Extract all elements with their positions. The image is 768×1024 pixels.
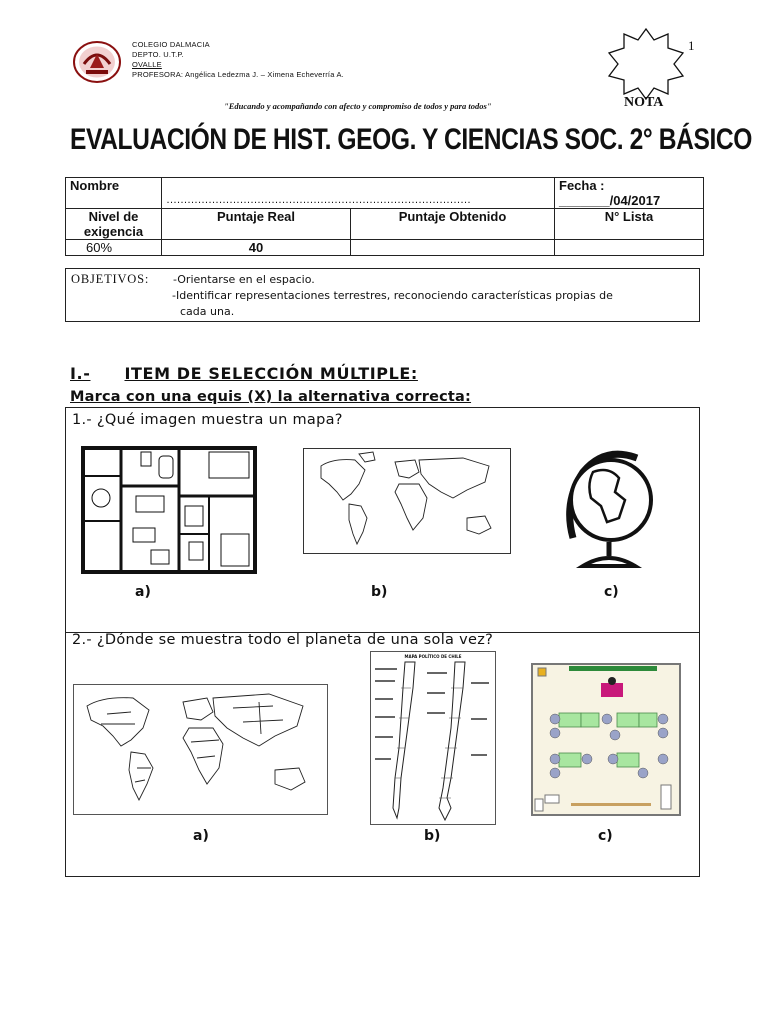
section-heading xyxy=(70,364,418,383)
world-map-political-image[interactable] xyxy=(73,684,328,815)
question-1-option-c[interactable]: c) xyxy=(604,584,619,600)
question-1-option-a[interactable]: a) xyxy=(135,584,151,600)
page-number: 1 xyxy=(688,38,695,53)
value-n-lista[interactable] xyxy=(555,240,704,256)
school-teachers: PROFESORA: Angélica Ledezma J. – Ximena Echeverría A. xyxy=(132,70,344,79)
question-2-option-c[interactable]: c) xyxy=(598,828,613,844)
question-2-option-b[interactable]: b) xyxy=(424,828,441,844)
question-1-box xyxy=(65,407,700,633)
value-puntaje-obtenido[interactable] xyxy=(351,240,555,256)
value-nivel-exigencia: 60% xyxy=(66,240,162,256)
school-department: DEPTO. U.T.P. xyxy=(132,50,184,59)
world-map-outline-image[interactable] xyxy=(303,448,511,554)
student-info-table xyxy=(65,177,704,256)
page-title: EVALUACIÓN DE HIST. GEOG. Y CIENCIAS SOC. 2° BÁSICO xyxy=(70,123,752,156)
objective-2: -Identificar representaciones terrestres, reconociendo características propias de xyxy=(172,289,613,302)
question-2-box xyxy=(65,631,700,877)
school-motto: "Educando y acompañando con afecto y compromiso de todos y para todos" xyxy=(224,101,492,111)
chile-map-title: MAPA POLÍTICO DE CHILE xyxy=(404,654,462,659)
section-number: I.- xyxy=(70,364,91,383)
objective-2-continued: cada una. xyxy=(180,305,235,318)
fecha-field[interactable]: _______/04/2017 xyxy=(559,193,661,208)
nombre-label: Nombre xyxy=(66,178,162,209)
question-2-option-a[interactable]: a) xyxy=(193,828,209,844)
globe-image[interactable] xyxy=(553,442,665,572)
school-logo xyxy=(72,40,122,84)
fecha-cell xyxy=(555,178,704,209)
chile-map-drawing xyxy=(371,658,495,824)
nota-label: NOTA xyxy=(624,95,664,110)
fecha-label: Fecha : xyxy=(559,178,605,193)
question-1-option-b[interactable]: b) xyxy=(371,584,388,600)
objective-1: -Orientarse en el espacio. xyxy=(173,273,315,286)
house-floor-plan-image[interactable] xyxy=(81,446,257,574)
header-puntaje-obtenido: Puntaje Obtenido xyxy=(351,209,555,240)
question-2-text: 2.- ¿Dónde se muestra todo el planeta de una sola vez? xyxy=(72,632,494,648)
header-nivel-exigencia: Nivel de exigencia xyxy=(66,209,162,240)
chile-map-image[interactable] xyxy=(370,651,496,825)
section-title: ITEM DE SELECCIÓN MÚLTIPLE: xyxy=(124,364,418,383)
section-instruction: Marca con una equis (X) la alternativa correcta: xyxy=(70,389,472,405)
grade-star-icon xyxy=(604,26,688,102)
question-1-text: 1.- ¿Qué imagen muestra un mapa? xyxy=(72,412,343,428)
objectives-label: OBJETIVOS: xyxy=(71,272,150,286)
nombre-field[interactable]: …………………………………………………………………………… xyxy=(162,178,555,209)
header-n-lista: N° Lista xyxy=(555,209,704,240)
school-info xyxy=(132,40,344,80)
school-city: OVALLE xyxy=(132,60,162,69)
value-puntaje-real: 40 xyxy=(162,240,351,256)
objectives-box xyxy=(65,268,700,322)
classroom-plan-image[interactable] xyxy=(531,663,681,816)
header-puntaje-real: Puntaje Real xyxy=(162,209,351,240)
school-name: COLEGIO DALMACIA xyxy=(132,40,210,49)
